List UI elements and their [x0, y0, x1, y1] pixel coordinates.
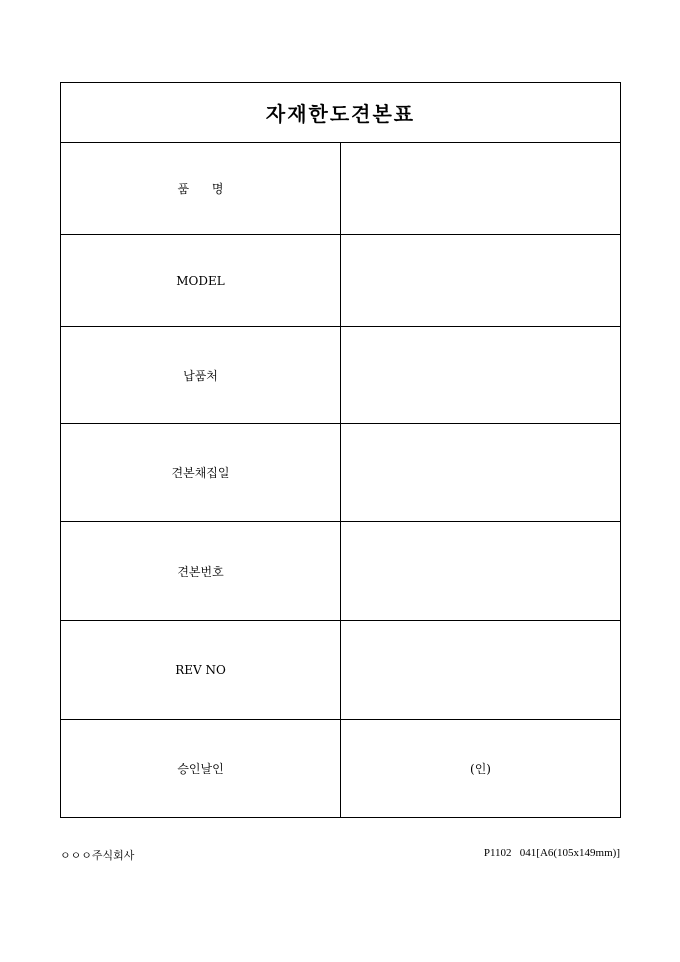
row-approval-seal	[61, 720, 621, 818]
label-product-name: 품 명	[61, 143, 341, 235]
row-rev-no	[61, 621, 621, 720]
row-delivery-destination	[61, 327, 621, 424]
label-approval-seal: 승인날인	[61, 720, 341, 818]
row-model	[61, 235, 621, 327]
label-sample-number: 견본번호	[61, 522, 341, 621]
row-product-name	[61, 143, 621, 235]
row-sample-collection-date	[61, 424, 621, 522]
sample-form	[60, 82, 621, 818]
form-title: 자재한도견본표	[61, 83, 621, 143]
company-name: ㅇㅇㅇ주식회사	[60, 849, 135, 862]
form-code: P1102 041[A6(105x149mm)]	[483, 847, 620, 859]
label-rev-no: REV NO	[61, 621, 341, 720]
field-approval-seal[interactable]: (인)	[341, 720, 621, 818]
field-model[interactable]	[341, 235, 621, 327]
field-product-name[interactable]	[341, 143, 621, 235]
field-rev-no[interactable]	[341, 621, 621, 720]
row-sample-number	[61, 522, 621, 621]
field-sample-number[interactable]	[341, 522, 621, 621]
field-delivery-destination[interactable]	[341, 327, 621, 424]
label-sample-collection-date: 견본채집일	[61, 424, 341, 522]
label-model: MODEL	[61, 235, 341, 327]
field-sample-collection-date[interactable]	[341, 424, 621, 522]
label-delivery-destination: 납품처	[61, 327, 341, 424]
